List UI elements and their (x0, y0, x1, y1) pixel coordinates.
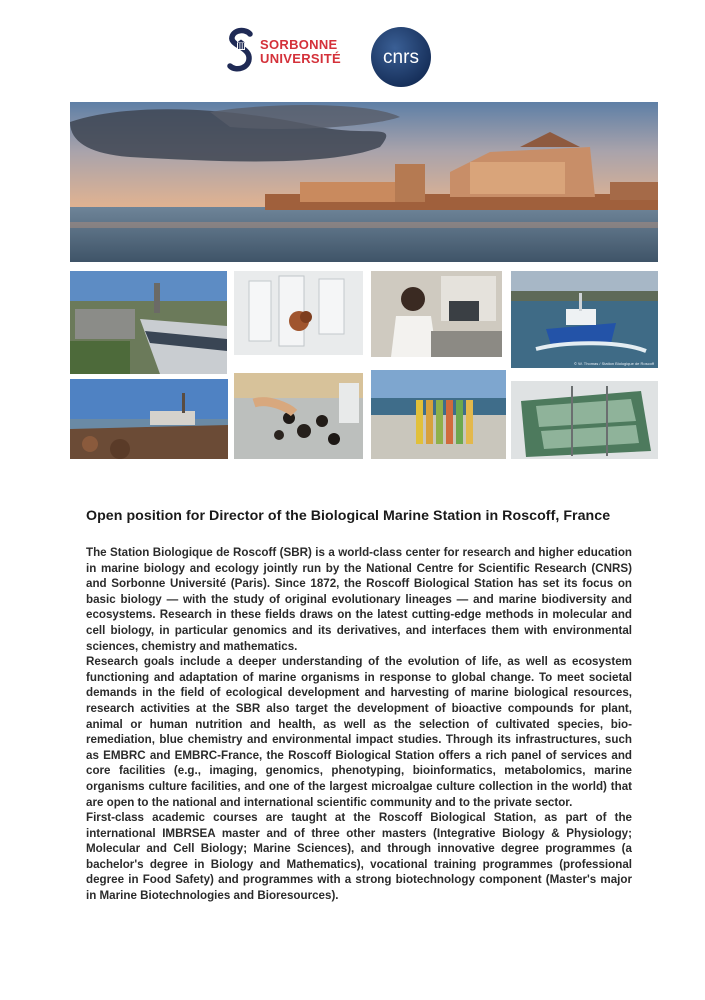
cnrs-badge-icon (370, 26, 432, 88)
photo-roscoff-town (70, 271, 227, 374)
sorbonne-logo-line2: UNIVERSITÉ (260, 51, 342, 66)
paragraph-intro: The Station Biologique de Roscoff (SBR) is a world-class center for research and higher education in marine biology and ecology jointly run by the National Centre for Scientific Research (CNRS) and Sorbonne Université (Paris). Since 1872, the Roscoff Biological Station has set its focus on basic biology — with the study of original evolutionary lineages — and marine biodiversity and ecosystems. Research in these fields draws on the latest cutting-edge methods in molecular and cell biology, in particular genomics and its derivatives, and interfaces them with environmental sciences, chemistry and mathematics. (86, 546, 632, 653)
research-boat-image (511, 271, 658, 368)
sorbonne-logo-line1: SORBONNE (260, 37, 338, 52)
paragraph-academic-courses: First-class academic courses are taught at the Roscoff Biological Station, as part of the international IMBRSEA master and of three other masters (Integrative Biology & Physiology; Molecular and Cell Biology; Marine Sciences), and through innovative degree programmes (a bachelor's degree in Biology and Mathematics), vocational training programmes (professional degree in Food Safety) and programmes with a strong biotechnology component (Master's major in Marine Biotechnologies and Bioresources). (86, 811, 632, 903)
station-sunset-image (70, 102, 658, 262)
scientist-microscope-image (371, 271, 502, 357)
culture-tubes-image (371, 370, 506, 459)
page-title: Open position for Director of the Biological Marine Station in Roscoff, France (86, 508, 611, 524)
photo-algae-tubes (371, 370, 506, 459)
paragraph-research-goals: Research goals include a deeper understanding of the evolution of life, as well as ecosystem functioning and adaptation of marine organisms in response to global change. To meet societal demands in the field of ecological development and harvesting of marine biological resources, research activities at the SBR also target the development of bioactive compounds for plant, animal or human nutrition and health, as well as the selection of cultivated species, bio-remediation, blue chemistry and environmental impact studies. Through its infrastructures, such as EMBRC and EMBRC-France, the Roscoff Biological Station offers a rich panel of services and core facilities (e.g., imaging, genomics, phenotyping, bioinformatics, metabolomics, marine organisms culture facilities, and one of the largest microalgae culture collection in the world) that are open to the national and international scientific community and to the private sector. (86, 655, 632, 809)
cnrs-logo (370, 26, 432, 88)
photo-lab-samples (234, 271, 363, 355)
shore-boat-image (70, 379, 228, 459)
lab-glassware-image (234, 271, 363, 355)
town-aerial-image (70, 271, 227, 374)
sorbonne-s-emblem-icon (226, 26, 256, 76)
photo-scientist-lab (371, 271, 502, 357)
banner-photo-station (70, 102, 658, 262)
urchins-hands-image (234, 373, 363, 459)
photo-research-vessel (511, 271, 658, 368)
photo-shore-wreck (70, 379, 228, 459)
sorbonne-universite-logo (226, 26, 356, 78)
body-text (86, 545, 632, 904)
cnrs-logo-text: cnrs (383, 47, 419, 68)
aquaculture-tanks-image (511, 381, 658, 459)
photo-sea-urchins (234, 373, 363, 459)
photo-aquarium-facility (511, 381, 658, 459)
photo-credit: © W. Thomas / Station Biologique de Roscoff (574, 361, 654, 366)
